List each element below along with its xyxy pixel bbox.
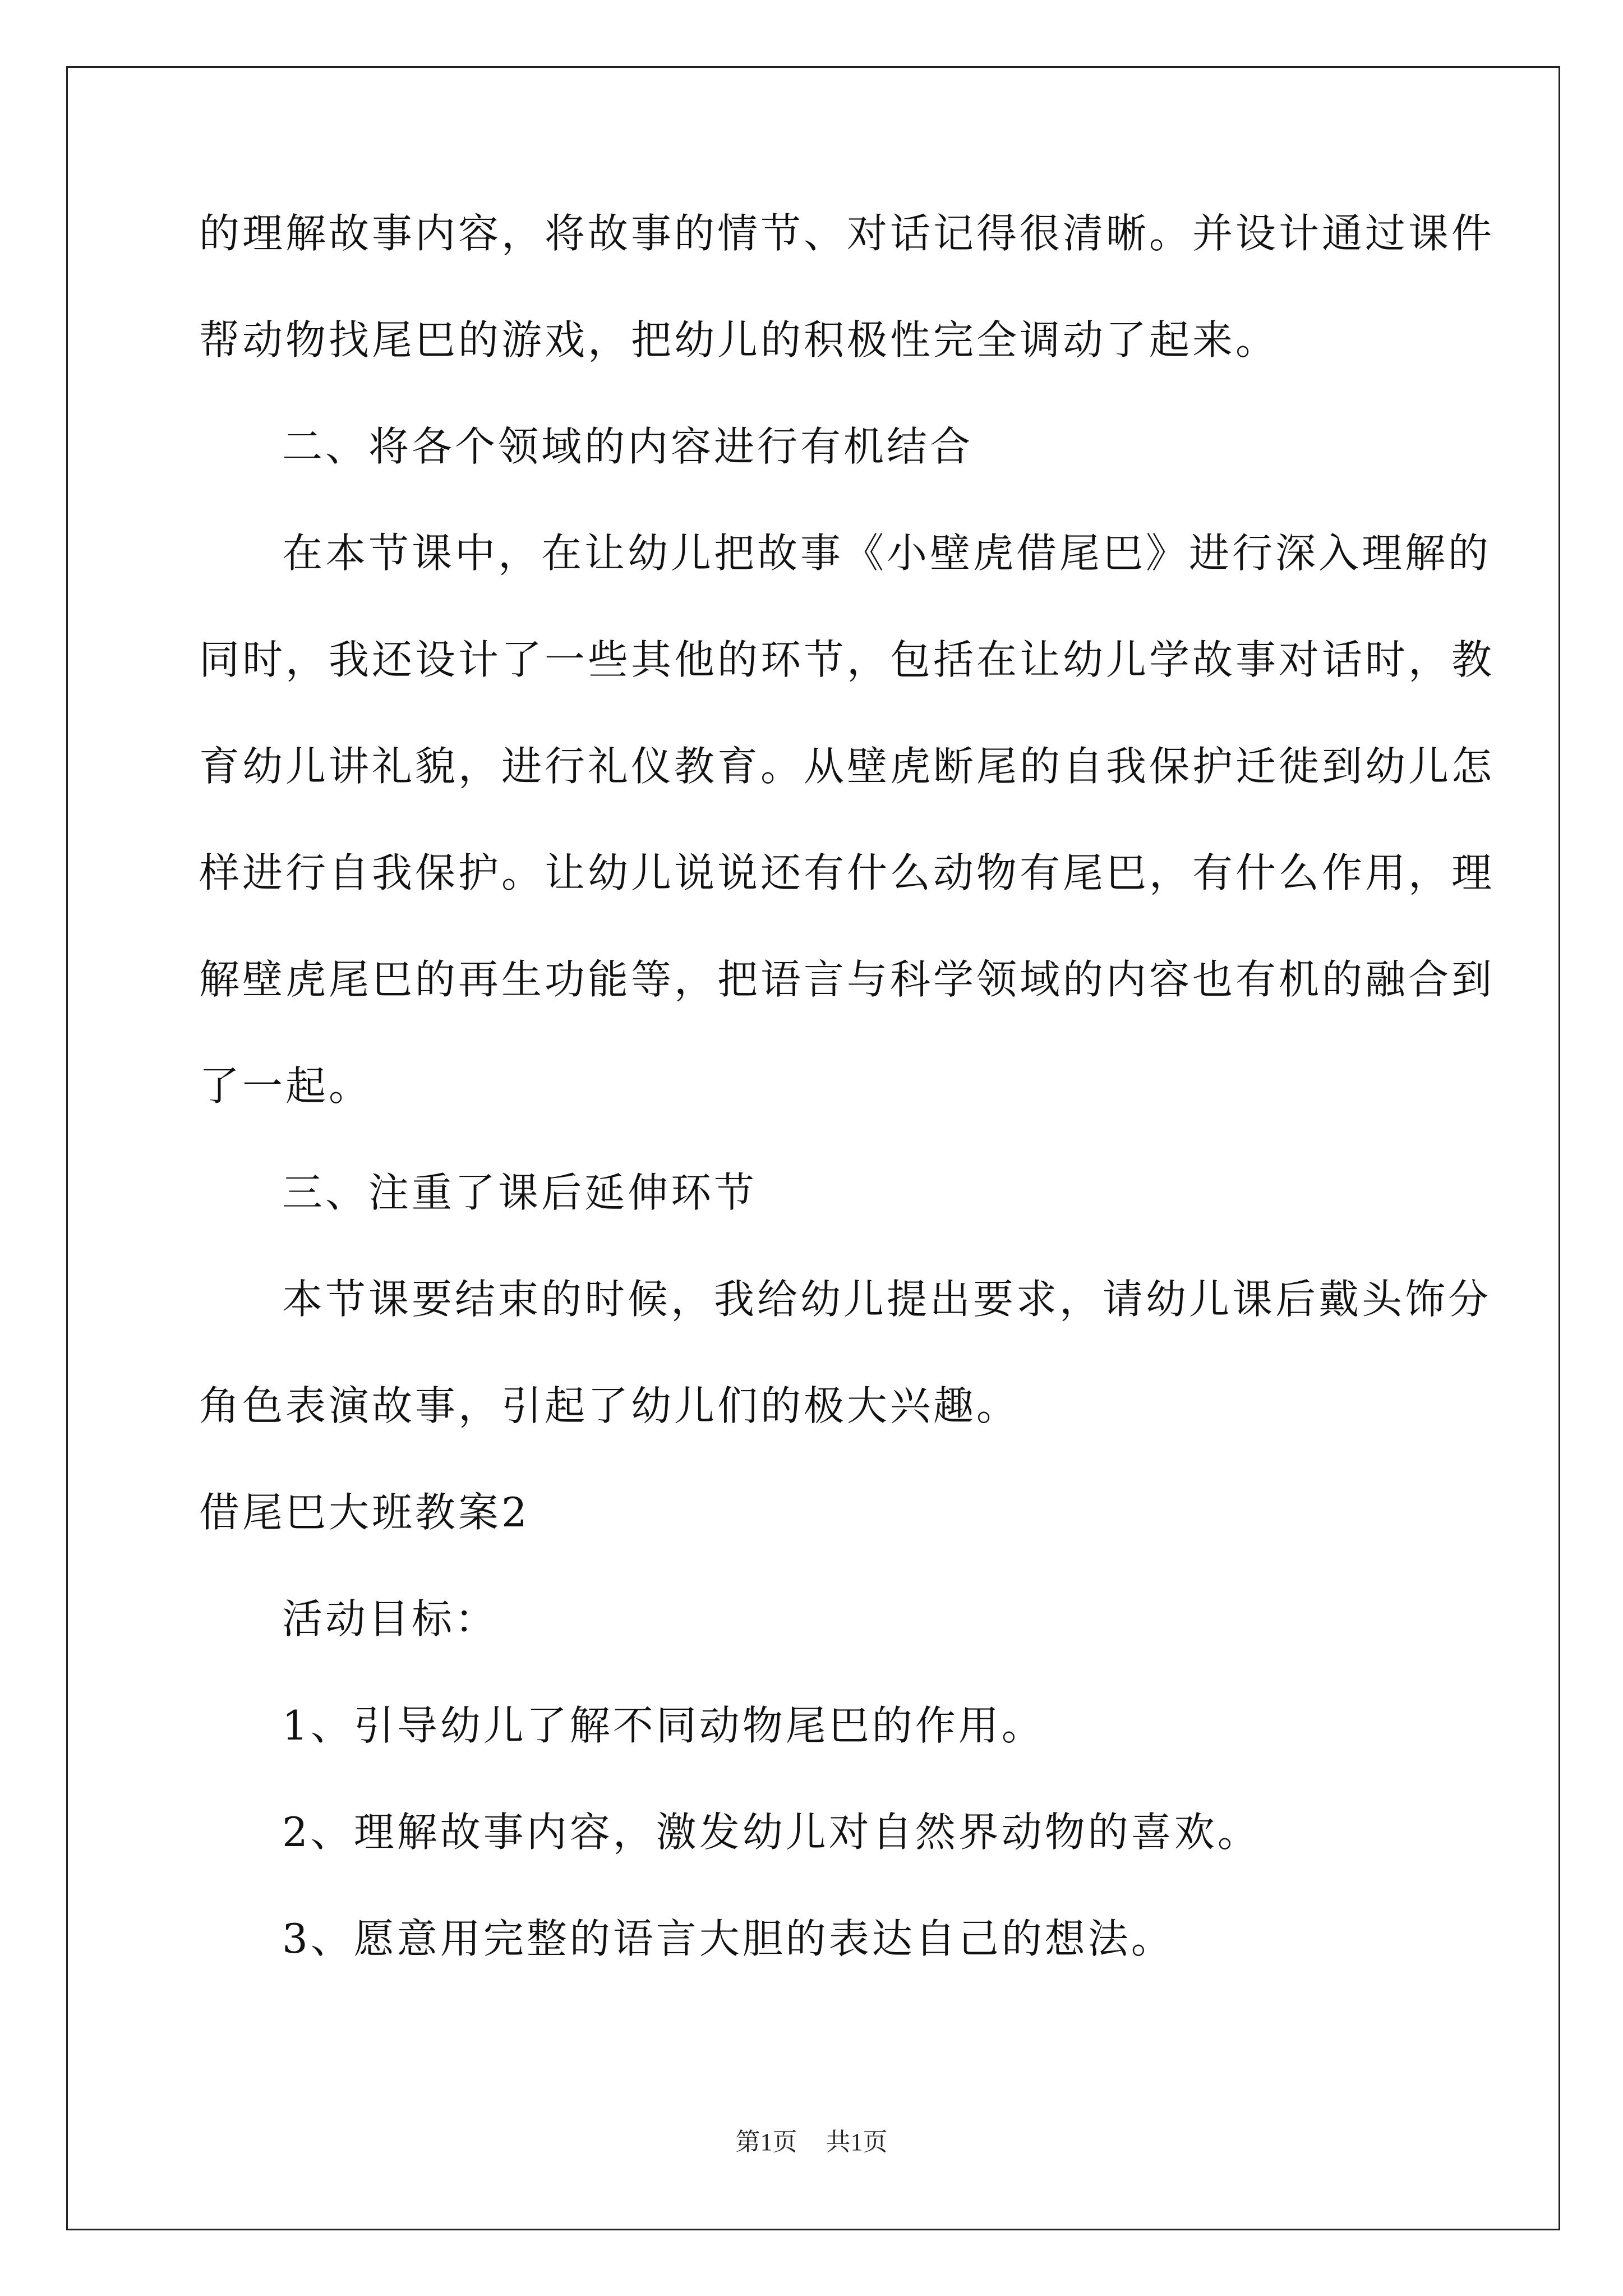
goal-item-1: 1、引导幼儿了解不同动物尾巴的作用。 (282, 1702, 1045, 1749)
document-title-2: 借尾巴大班教案2 (199, 1489, 530, 1536)
text-line-4: 在本节课中，在让幼儿把故事《小壁虎借尾巴》进行深入理解的 (282, 530, 1492, 577)
text-line-9: 了一起。 (199, 1062, 372, 1110)
page-total: 共1页 (826, 2128, 888, 2156)
document-body (199, 210, 1495, 2025)
page-number: 第1页 (735, 2128, 797, 2156)
page-footer (0, 2122, 1623, 2157)
text-line-8: 解壁虎尾巴的再生功能等，把语言与科学领域的内容也有机的融合到 (199, 956, 1495, 1003)
goal-item-3: 3、愿意用完整的语言大胆的表达自己的想法。 (282, 1915, 1174, 1962)
text-line-5: 同时，我还设计了一些其他的环节，包括在让幼儿学故事对话时，教 (199, 636, 1495, 683)
text-line-2: 帮动物找尾巴的游戏，把幼儿的积极性完全调动了起来。 (199, 316, 1279, 364)
text-line-12: 角色表演故事，引起了幼儿们的极大兴趣。 (199, 1382, 1020, 1429)
section-heading-2: 二、将各个领域的内容进行有机结合 (282, 423, 974, 470)
section-heading-3: 三、注重了课后延伸环节 (282, 1169, 758, 1216)
text-line-6: 育幼儿讲礼貌，进行礼仪教育。从壁虎断尾的自我保护迁徙到幼儿怎 (199, 743, 1495, 790)
text-line-7: 样进行自我保护。让幼儿说说还有什么动物有尾巴，有什么作用，理 (199, 849, 1495, 896)
text-line-11: 本节课要结束的时候，我给幼儿提出要求，请幼儿课后戴头饰分 (282, 1276, 1492, 1323)
text-line-1: 的理解故事内容，将故事的情节、对话记得很清晰。并设计通过课件 (199, 210, 1495, 257)
activity-goals-heading: 活动目标： (282, 1595, 499, 1642)
goal-item-2: 2、理解故事内容，激发幼儿对自然界动物的喜欢。 (282, 1809, 1261, 1856)
